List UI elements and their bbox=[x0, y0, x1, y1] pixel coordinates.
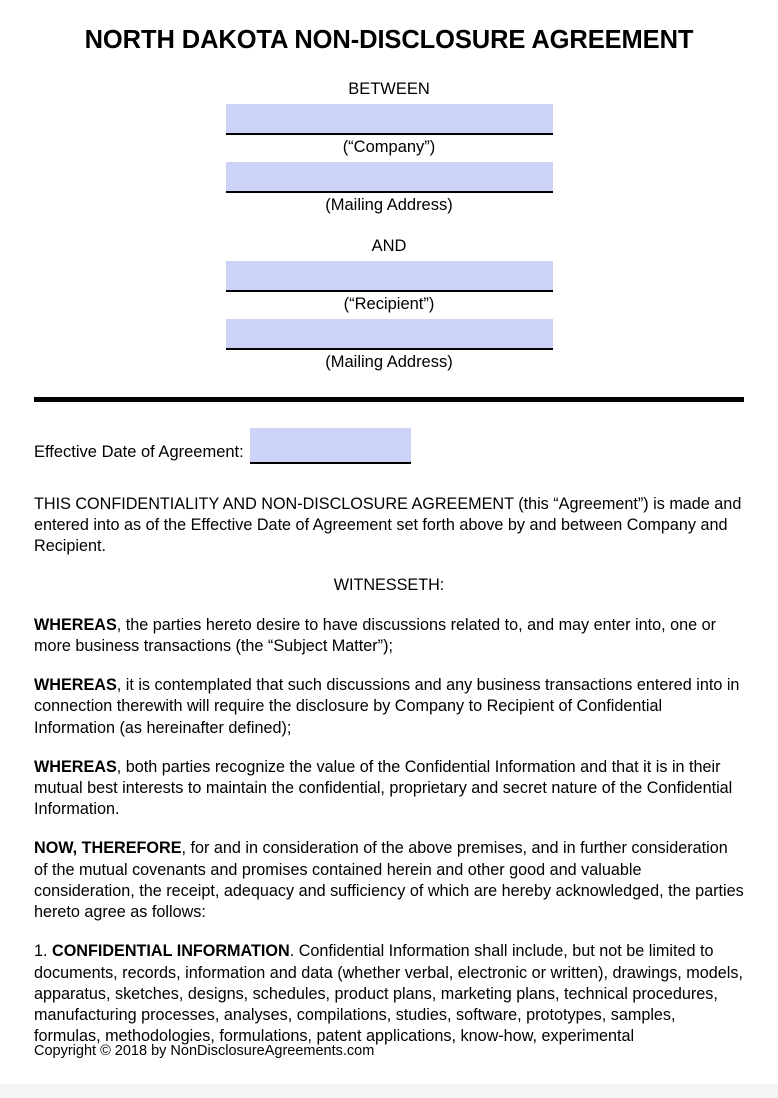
whereas-paragraph-2 bbox=[34, 675, 744, 739]
company-address-field[interactable] bbox=[226, 162, 553, 193]
page-bottom-edge bbox=[0, 1084, 778, 1098]
company-address-caption: (Mailing Address) bbox=[325, 195, 453, 214]
now-therefore-text: , for and in consideration of the above premises, and in further consideration of the mutual covenants and promises contained herein and other good and valuable consideration, the receipt, adequacy and sufficiency of which are hereby acknowledged, the parties hereto agree as follows: bbox=[34, 839, 744, 922]
whereas-1-label: WHEREAS bbox=[34, 615, 117, 634]
now-therefore-paragraph bbox=[34, 838, 744, 923]
effective-date-label: Effective Date of Agreement: bbox=[34, 443, 244, 462]
between-label: BETWEEN bbox=[348, 80, 430, 99]
whereas-3-text: , both parties recognize the value of the Confidential Information and that it is in their mutual best interests to maintain the confidential, proprietary and secret nature of the Confidential Information. bbox=[34, 757, 733, 819]
effective-date-field[interactable] bbox=[250, 428, 411, 464]
witnesseth-heading: WITNESSETH: bbox=[333, 576, 445, 595]
recipient-caption: (“Recipient”) bbox=[343, 295, 435, 314]
whereas-2-label: WHEREAS bbox=[34, 676, 117, 695]
whereas-3-label: WHEREAS bbox=[34, 757, 117, 776]
section-1-paragraph bbox=[34, 941, 744, 1047]
parties-section bbox=[34, 80, 744, 373]
footer-copyright: Copyright © 2018 by NonDisclosureAgreements.com bbox=[34, 1043, 375, 1059]
company-caption: (“Company”) bbox=[342, 137, 436, 156]
whereas-paragraph-1 bbox=[34, 615, 744, 657]
section-divider bbox=[34, 397, 744, 402]
page-title: NORTH DAKOTA NON-DISCLOSURE AGREEMENT bbox=[84, 26, 694, 54]
body-copy bbox=[34, 494, 744, 1048]
now-therefore-label: NOW, THEREFORE bbox=[34, 839, 182, 858]
section-1-number: 1. bbox=[34, 942, 52, 961]
section-1-heading: CONFIDENTIAL INFORMATION bbox=[52, 942, 290, 961]
whereas-1-text: , the parties hereto desire to have discussions related to, and may enter into, one or more business transactions (the “Subject Matter”); bbox=[34, 615, 717, 655]
and-label: AND bbox=[371, 237, 407, 256]
whereas-2-text: , it is contemplated that such discussions and any business transactions entered into in connection therewith will require the disclosure by Company to Recipient of Confidential Information (as hereinafter defined); bbox=[34, 676, 740, 737]
intro-paragraph: THIS CONFIDENTIALITY AND NON-DISCLOSURE AGREEMENT (this “Agreement”) is made and entered into as of the Effective Date of Agreement set forth above by and between Company and Recipient. bbox=[34, 494, 742, 556]
whereas-paragraph-3 bbox=[34, 757, 744, 821]
effective-date-row bbox=[34, 428, 744, 464]
recipient-address-field[interactable] bbox=[226, 319, 553, 350]
recipient-name-field[interactable] bbox=[226, 261, 553, 292]
recipient-address-caption: (Mailing Address) bbox=[325, 353, 453, 372]
company-name-field[interactable] bbox=[226, 104, 553, 135]
section-1-text: . Confidential Information shall include, but not be limited to documents, records, information and data (whether verbal, electronic or written), drawings, models, apparatus, sketches, designs, schedules, product plans, marketing plans, technical procedures, manufacturing processes, analyses, compilations, studies, software, prototypes, samples, formulas, methodologies, formulations, patent applications, know-how, experimental bbox=[34, 942, 743, 1046]
